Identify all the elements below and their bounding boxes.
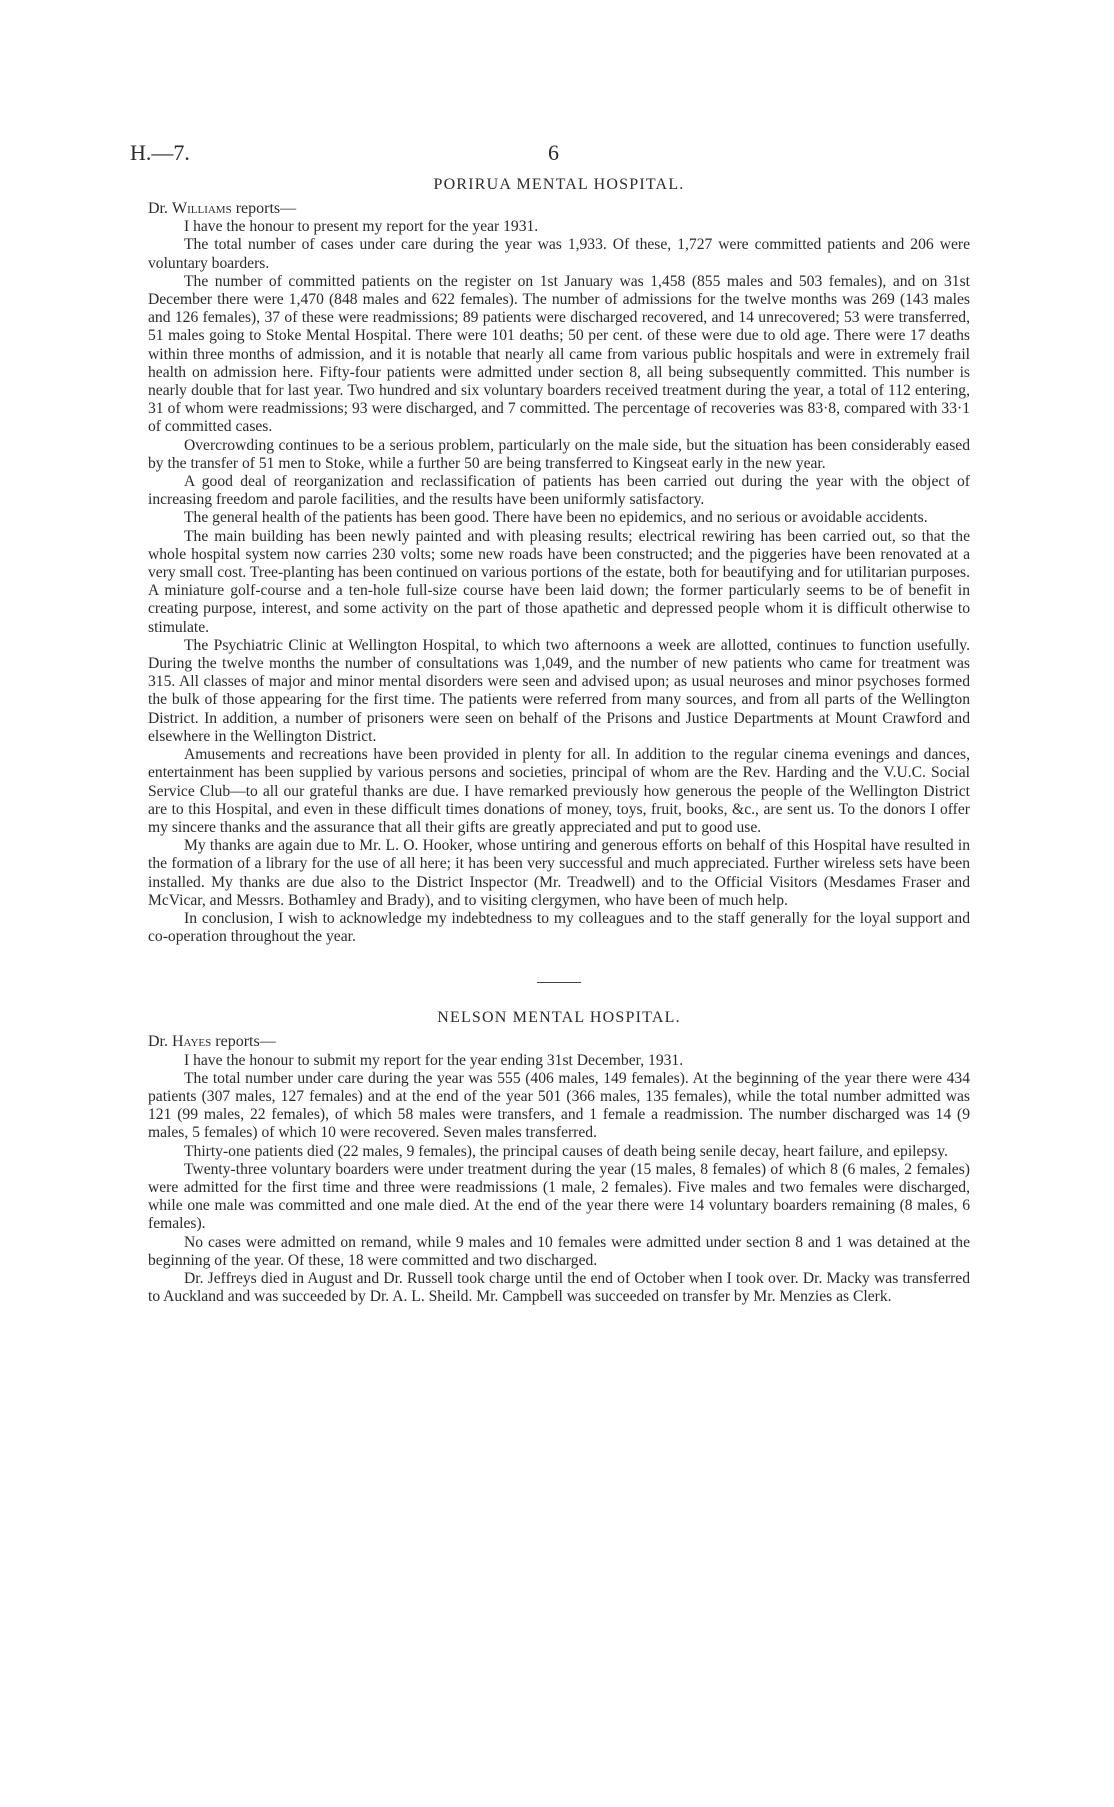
reporter-name: Hayes (172, 1033, 212, 1051)
document-reference: H.—7. (130, 140, 190, 165)
reporter-line (148, 1033, 970, 1051)
reporter-prefix: Dr. (148, 1033, 172, 1051)
paragraph: Thirty-one patients died (22 males, 9 females), the principal causes of death being senile decay, heart failure, and epilepsy. (184, 1142, 948, 1160)
reporter-name: Williams (172, 200, 232, 217)
paragraph: Twenty-three voluntary boarders were under treatment during the year (15 males, 8 females) of which 8 (6 males, 2 females) were admitted for the first time and three were readmissions (1 male, 2 females). Five males and two females were discharged, while one male was committed and one male died. At the end of the year there were 14 voluntary boarders remaining (8 males, 6 females). (148, 1160, 970, 1233)
paragraph: Overcrowding continues to be a serious problem, particularly on the male side, but the situation has been considerably eased by the transfer of 51 men to Stoke, while a further 50 are being transferred to Kingseat early in the new year. (148, 436, 970, 472)
paragraph: The number of committed patients on the register on 1st January was 1,458 (855 males and 503 females), and on 31st December there were 1,470 (848 males and 622 females). The number of admissions for the twelve months was 269 (143 males and 126 females), 37 of these were readmissions; 89 patients were discharged recovered, and 14 unrecovered; 53 were transferred, 51 males going to Stoke Mental Hospital. There were 101 deaths; 50 per cent. of these were due to old age. There were 17 deaths within three months of admission, and it is notable that nearly all came from various public hospitals and were in extremely frail health on admission here. Fifty-four patients were admitted under section 8, all being subsequently committed. This number is nearly double that for last year. Two hundred and six voluntary boarders received treatment during the year, a total of 112 entering, 31 of whom were readmissions; 93 were discharged, and 7 committed. The percentage of recoveries was 83·8, compared with 33·1 of committed cases. (148, 272, 970, 436)
paragraph: I have the honour to submit my report for the year ending 31st December, 1931. (184, 1051, 684, 1069)
section-title: NELSON MENTAL HOSPITAL. (437, 1009, 681, 1027)
reporter-prefix: Dr. (148, 200, 172, 217)
paragraph: The general health of the patients has been good. There have been no epidemics, and no serious or avoidable accidents. (184, 509, 928, 527)
paragraph: No cases were admitted on remand, while 9 males and 10 females were admitted under section 8 and 1 was detained at the beginning of the year. Of these, 18 were committed and two discharged. (148, 1233, 970, 1269)
paragraph: My thanks are again due to Mr. L. O. Hooker, whose untiring and generous efforts on behalf of this Hospital have resulted in the formation of a library for the use of all here; it has been very successful and much appreciated. Further wireless sets have been installed. My thanks are due also to the District Inspector (Mr. Treadwell) and to the Official Visitors (Mesdames Fraser and McVicar, and Messrs. Bothamley and Brady), and to visiting clergymen, who have been of much help. (148, 837, 970, 909)
paragraph: In conclusion, I wish to acknowledge my indebtedness to my colleagues and to the staff generally for the loyal support and co-operation throughout the year. (148, 909, 970, 946)
paragraph: A good deal of reorganization and reclassification of patients has been carried out during the year with the object of increasing freedom and parole facilities, and the results have been uniformly satisfactory. (148, 473, 970, 509)
reporter-suffix: reports— (231, 200, 297, 217)
page-header (130, 140, 970, 174)
paragraph: The total number under care during the year was 555 (406 males, 149 females). At the beginning of the year there were 434 patients (307 males, 127 females) and at the end of the year 501 (366 males, 135 females), while the total number admitted was 121 (99 males, 22 females), of which 58 males were transfers, and 1 female a readmission. The number discharged was 14 (9 males, 5 females) of which 10 were recovered. Seven males transferred. (148, 1069, 970, 1142)
document-page (130, 140, 970, 1306)
section-porirua (148, 176, 970, 946)
paragraph: The Psychiatric Clinic at Wellington Hospital, to which two afternoons a week are allotted, continues to function usefully. During the twelve months the number of consultations was 1,049, and the number of new patients who came for treatment was 315. All classes of major and minor mental disorders were seen and advised upon; as usual neuroses and minor psychoses formed the bulk of those appearing for the first time. The patients were referred from many sources, and from all parts of the Wellington District. In addition, a number of prisoners were seen on behalf of the Prisons and Justice Departments at Mount Crawford and elsewhere in the Wellington District. (148, 636, 970, 745)
paragraph: Amusements and recreations have been provided in plenty for all. In addition to the regular cinema evenings and dances, entertainment has been supplied by various persons and societies, principal of whom are the Rev. Harding and the V.U.C. Social Service Club—to all our grateful thanks are due. I have remarked previously how generous the people of the Wellington District are to this Hospital, and even in these difficult times donations of money, toys, fruit, books, &c., are sent us. To the donors I offer my sincere thanks and the assurance that all their gifts are greatly appreciated and put to good use. (148, 746, 970, 836)
paragraph: Dr. Jeffreys died in August and Dr. Russell took charge until the end of October when I took over. Dr. Macky was transferred to Auckland and was succeeded by Dr. A. L. Sheild. Mr. Campbell was succeeded on transfer by Mr. Menzies as Clerk. (148, 1269, 970, 1306)
paragraph: The total number of cases under care during the year was 1,933. Of these, 1,727 were committed patients and 206 were voluntary boarders. (148, 236, 970, 272)
paragraph: I have the honour to present my report for the year 1931. (184, 218, 539, 236)
section-title: PORIRUA MENTAL HOSPITAL. (433, 176, 685, 193)
reporter-line (148, 200, 970, 218)
reporter-suffix: reports— (211, 1033, 276, 1051)
page-number: 6 (548, 140, 559, 165)
paragraph: The main building has been newly painted and with pleasing results; electrical rewiring has been carried out, so that the whole hospital system now carries 230 volts; some new roads have been constructed; and the piggeries have been renovated at a very small cost. Tree-planting has been continued on various portions of the estate, both for beautifying and for utilitarian purposes. A miniature golf-course and a ten-hole full-size course have been laid down; the former particularly seems to be of benefit in creating purpose, interest, and some activity on the part of those apathetic and depressed people whom it is difficult otherwise to stimulate. (148, 527, 970, 636)
section-nelson (148, 1009, 970, 1306)
section-divider (537, 982, 581, 983)
